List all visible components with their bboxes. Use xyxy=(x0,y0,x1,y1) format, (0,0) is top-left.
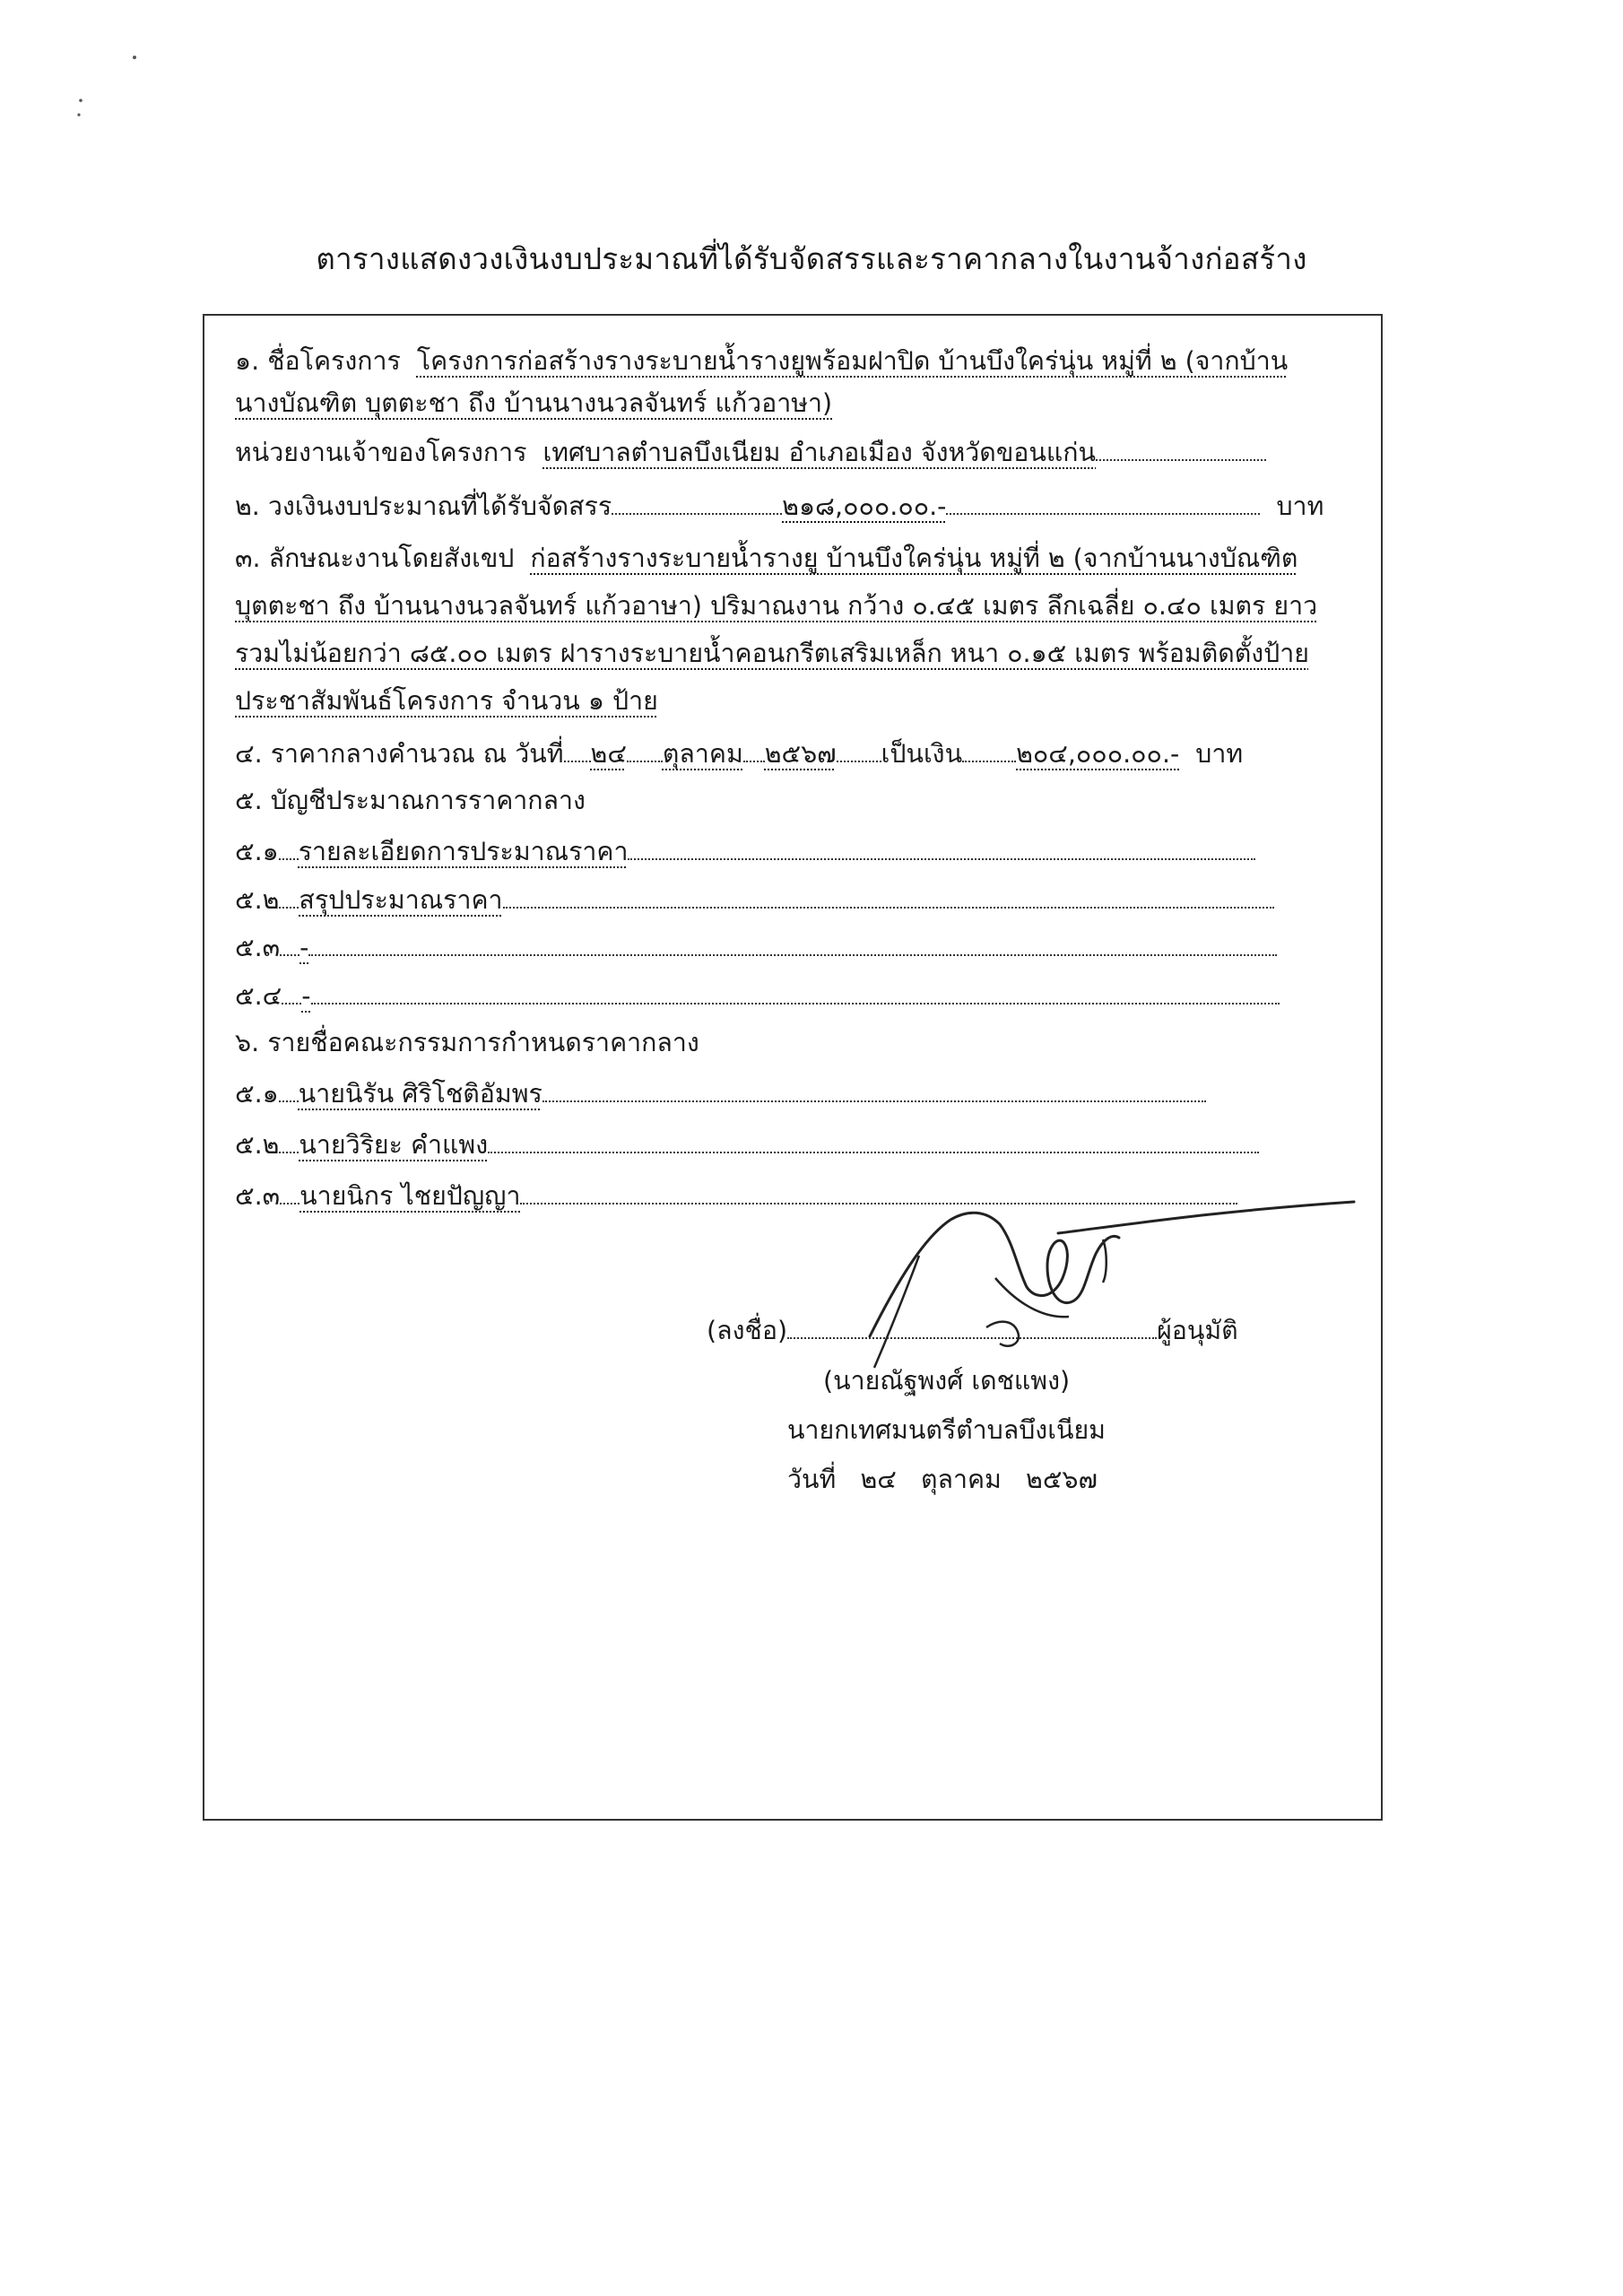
item2-unit: บาท xyxy=(1276,491,1324,521)
item4-dots-c xyxy=(743,735,765,762)
date-day: ๒๔ xyxy=(860,1465,897,1494)
committee-row xyxy=(235,1126,1259,1163)
owner-dots xyxy=(1096,434,1266,461)
price-amount-label: เป็นเงิน xyxy=(881,739,963,769)
price-day: ๒๔ xyxy=(590,739,627,769)
scan-specks xyxy=(74,45,145,126)
approver-name: (นายณัฐพงศ์ เดชแพง) xyxy=(823,1366,1071,1396)
committee-row-number: ๕.๒ xyxy=(235,1130,280,1160)
item4-unit: บาท xyxy=(1195,739,1244,769)
sign-line xyxy=(707,1312,1238,1349)
owner-value: เทศบาลตำบลบึงเนียม อำเภอเมือง จังหวัดขอนแก่น xyxy=(542,438,1097,467)
scope-line1: ก่อสร้างรางระบายน้ำรางยู บ้านบึงใคร่นุ่น หมู่ที่ ๒ (จากบ้านนางบัณฑิต xyxy=(530,544,1298,573)
committee-row-number: ๕.๑ xyxy=(235,1079,279,1109)
item5-heading: ๕. บัญชีประมาณการราคากลาง xyxy=(235,786,586,815)
item4-dots-b xyxy=(627,735,663,762)
committee-member-name: นายนิรัน ศิริโชติอัมพร xyxy=(298,1079,542,1109)
committee-row-dots-a xyxy=(280,1178,299,1205)
date-label: วันที่ xyxy=(787,1465,837,1494)
item5-row-dots-a xyxy=(279,882,299,909)
item3-label: ๓. ลักษณะงานโดยสังเขป xyxy=(235,544,515,573)
item3-line2 xyxy=(235,588,1317,624)
item5-row-text: - xyxy=(301,981,311,1011)
item4-dots-d xyxy=(837,735,881,762)
approver-role: ผู้อนุมัติ xyxy=(1157,1316,1238,1345)
item1-line2 xyxy=(235,386,832,422)
scope-line3: รวมไม่น้อยกว่า ๘๕.๐๐ เมตร ฝารางระบายน้ำคอนกรีตเสริมเหล็ก หนา ๐.๑๕ เมตร พร้อมติดตั้งป้าย xyxy=(235,639,1309,668)
scope-line4: ประชาสัมพันธ์โครงการ จำนวน ๑ ป้าย xyxy=(235,686,658,716)
committee-member-name: นายนิกร ไชยปัญญา xyxy=(299,1181,521,1211)
item5-row-number: ๕.๓ xyxy=(235,933,281,962)
item2-label: ๒. วงเงินงบประมาณที่ได้รับจัดสรร xyxy=(235,491,612,521)
date-month: ตุลาคม xyxy=(921,1465,1002,1494)
item1-line1 xyxy=(235,344,1288,379)
item2-dots-a xyxy=(612,488,782,515)
item5-row xyxy=(235,882,1274,918)
item5-row-text: - xyxy=(299,933,309,962)
item3-line1 xyxy=(235,541,1298,577)
item5-row-dots-b xyxy=(308,929,1277,956)
item2-dots-b xyxy=(946,488,1260,515)
committee-row-dots-a xyxy=(279,1075,299,1102)
item5-row-text: สรุปประมาณราคา xyxy=(299,885,503,915)
reference-price: ๒๐๔,๐๐๐.๐๐.- xyxy=(1016,739,1180,769)
item5-row-dots-a xyxy=(280,929,299,956)
item5-row xyxy=(235,978,1280,1014)
item4-label: ๔. ราคากลางคำนวณ ณ วันที่ xyxy=(235,739,564,769)
scope-line2: บุตตะชา ถึง บ้านนางนวลจันทร์ แก้วอาษา) ปริมาณงาน กว้าง ๐.๔๕ เมตร ลึกเฉลี่ย ๐.๔๐ เมตร ยาว xyxy=(235,591,1318,621)
price-month: ตุลาคม xyxy=(662,739,743,769)
price-year: ๒๕๖๗ xyxy=(764,739,837,769)
committee-row-dots-b xyxy=(488,1126,1259,1153)
item5-row xyxy=(235,929,1277,966)
item5-row-dots-b xyxy=(311,978,1280,1004)
item3-line3 xyxy=(235,636,1309,672)
item5-row-dots-b xyxy=(503,882,1274,909)
item5-row-text: รายละเอียดการประมาณราคา xyxy=(298,837,629,866)
sign-label: (ลงชื่อ) xyxy=(707,1316,788,1345)
sign-dots xyxy=(787,1312,1157,1339)
document-title: ตารางแสดงวงเงินงบประมาณที่ได้รับจัดสรรและราคากลางในงานจ้างก่อสร้าง xyxy=(316,241,1307,276)
item5-row-number: ๕.๒ xyxy=(235,885,280,915)
committee-row xyxy=(235,1075,1206,1112)
committee-row-dots-b xyxy=(542,1075,1206,1102)
committee-row-number: ๕.๓ xyxy=(235,1181,281,1211)
content-frame xyxy=(203,314,1383,1821)
item1-owner xyxy=(235,434,1266,471)
item5-row-number: ๕.๔ xyxy=(235,981,282,1011)
date-year: ๒๕๖๗ xyxy=(1026,1465,1098,1494)
item1-label: ๑. ชื่อโครงการ xyxy=(235,346,401,376)
item2-line xyxy=(235,488,1324,525)
approval-date xyxy=(787,1462,1098,1498)
item5-row-dots-a xyxy=(282,978,301,1004)
item5-row-number: ๕.๑ xyxy=(235,837,279,866)
item4-dots-a xyxy=(564,735,591,762)
item5-row xyxy=(235,833,1255,870)
project-name-line1: โครงการก่อสร้างรางระบายน้ำรางยูพร้อมฝาปิด บ้านบึงใคร่นุ่น หมู่ที่ ๒ (จากบ้าน xyxy=(416,346,1289,376)
item5-row-dots-a xyxy=(279,833,299,860)
item5-row-dots-b xyxy=(628,833,1255,860)
committee-row-dots-a xyxy=(279,1126,299,1153)
project-name-line2: นางบัณฑิต บุตตะชา ถึง บ้านนางนวลจันทร์ แก้วอาษา) xyxy=(235,388,833,418)
item3-line4 xyxy=(235,683,658,719)
owner-label: หน่วยงานเจ้าของโครงการ xyxy=(235,438,527,467)
item4-dots-e xyxy=(962,735,1016,762)
committee-member-name: นายวิริยะ คำแพง xyxy=(299,1130,489,1160)
budget-amount: ๒๑๘,๐๐๐.๐๐.- xyxy=(782,491,947,521)
item4-line xyxy=(235,735,1243,772)
item6-heading: ๖. รายชื่อคณะกรรมการกำหนดราคากลาง xyxy=(235,1028,699,1057)
approver-position: นายกเทศมนตรีตำบลบึงเนียม xyxy=(787,1415,1106,1445)
